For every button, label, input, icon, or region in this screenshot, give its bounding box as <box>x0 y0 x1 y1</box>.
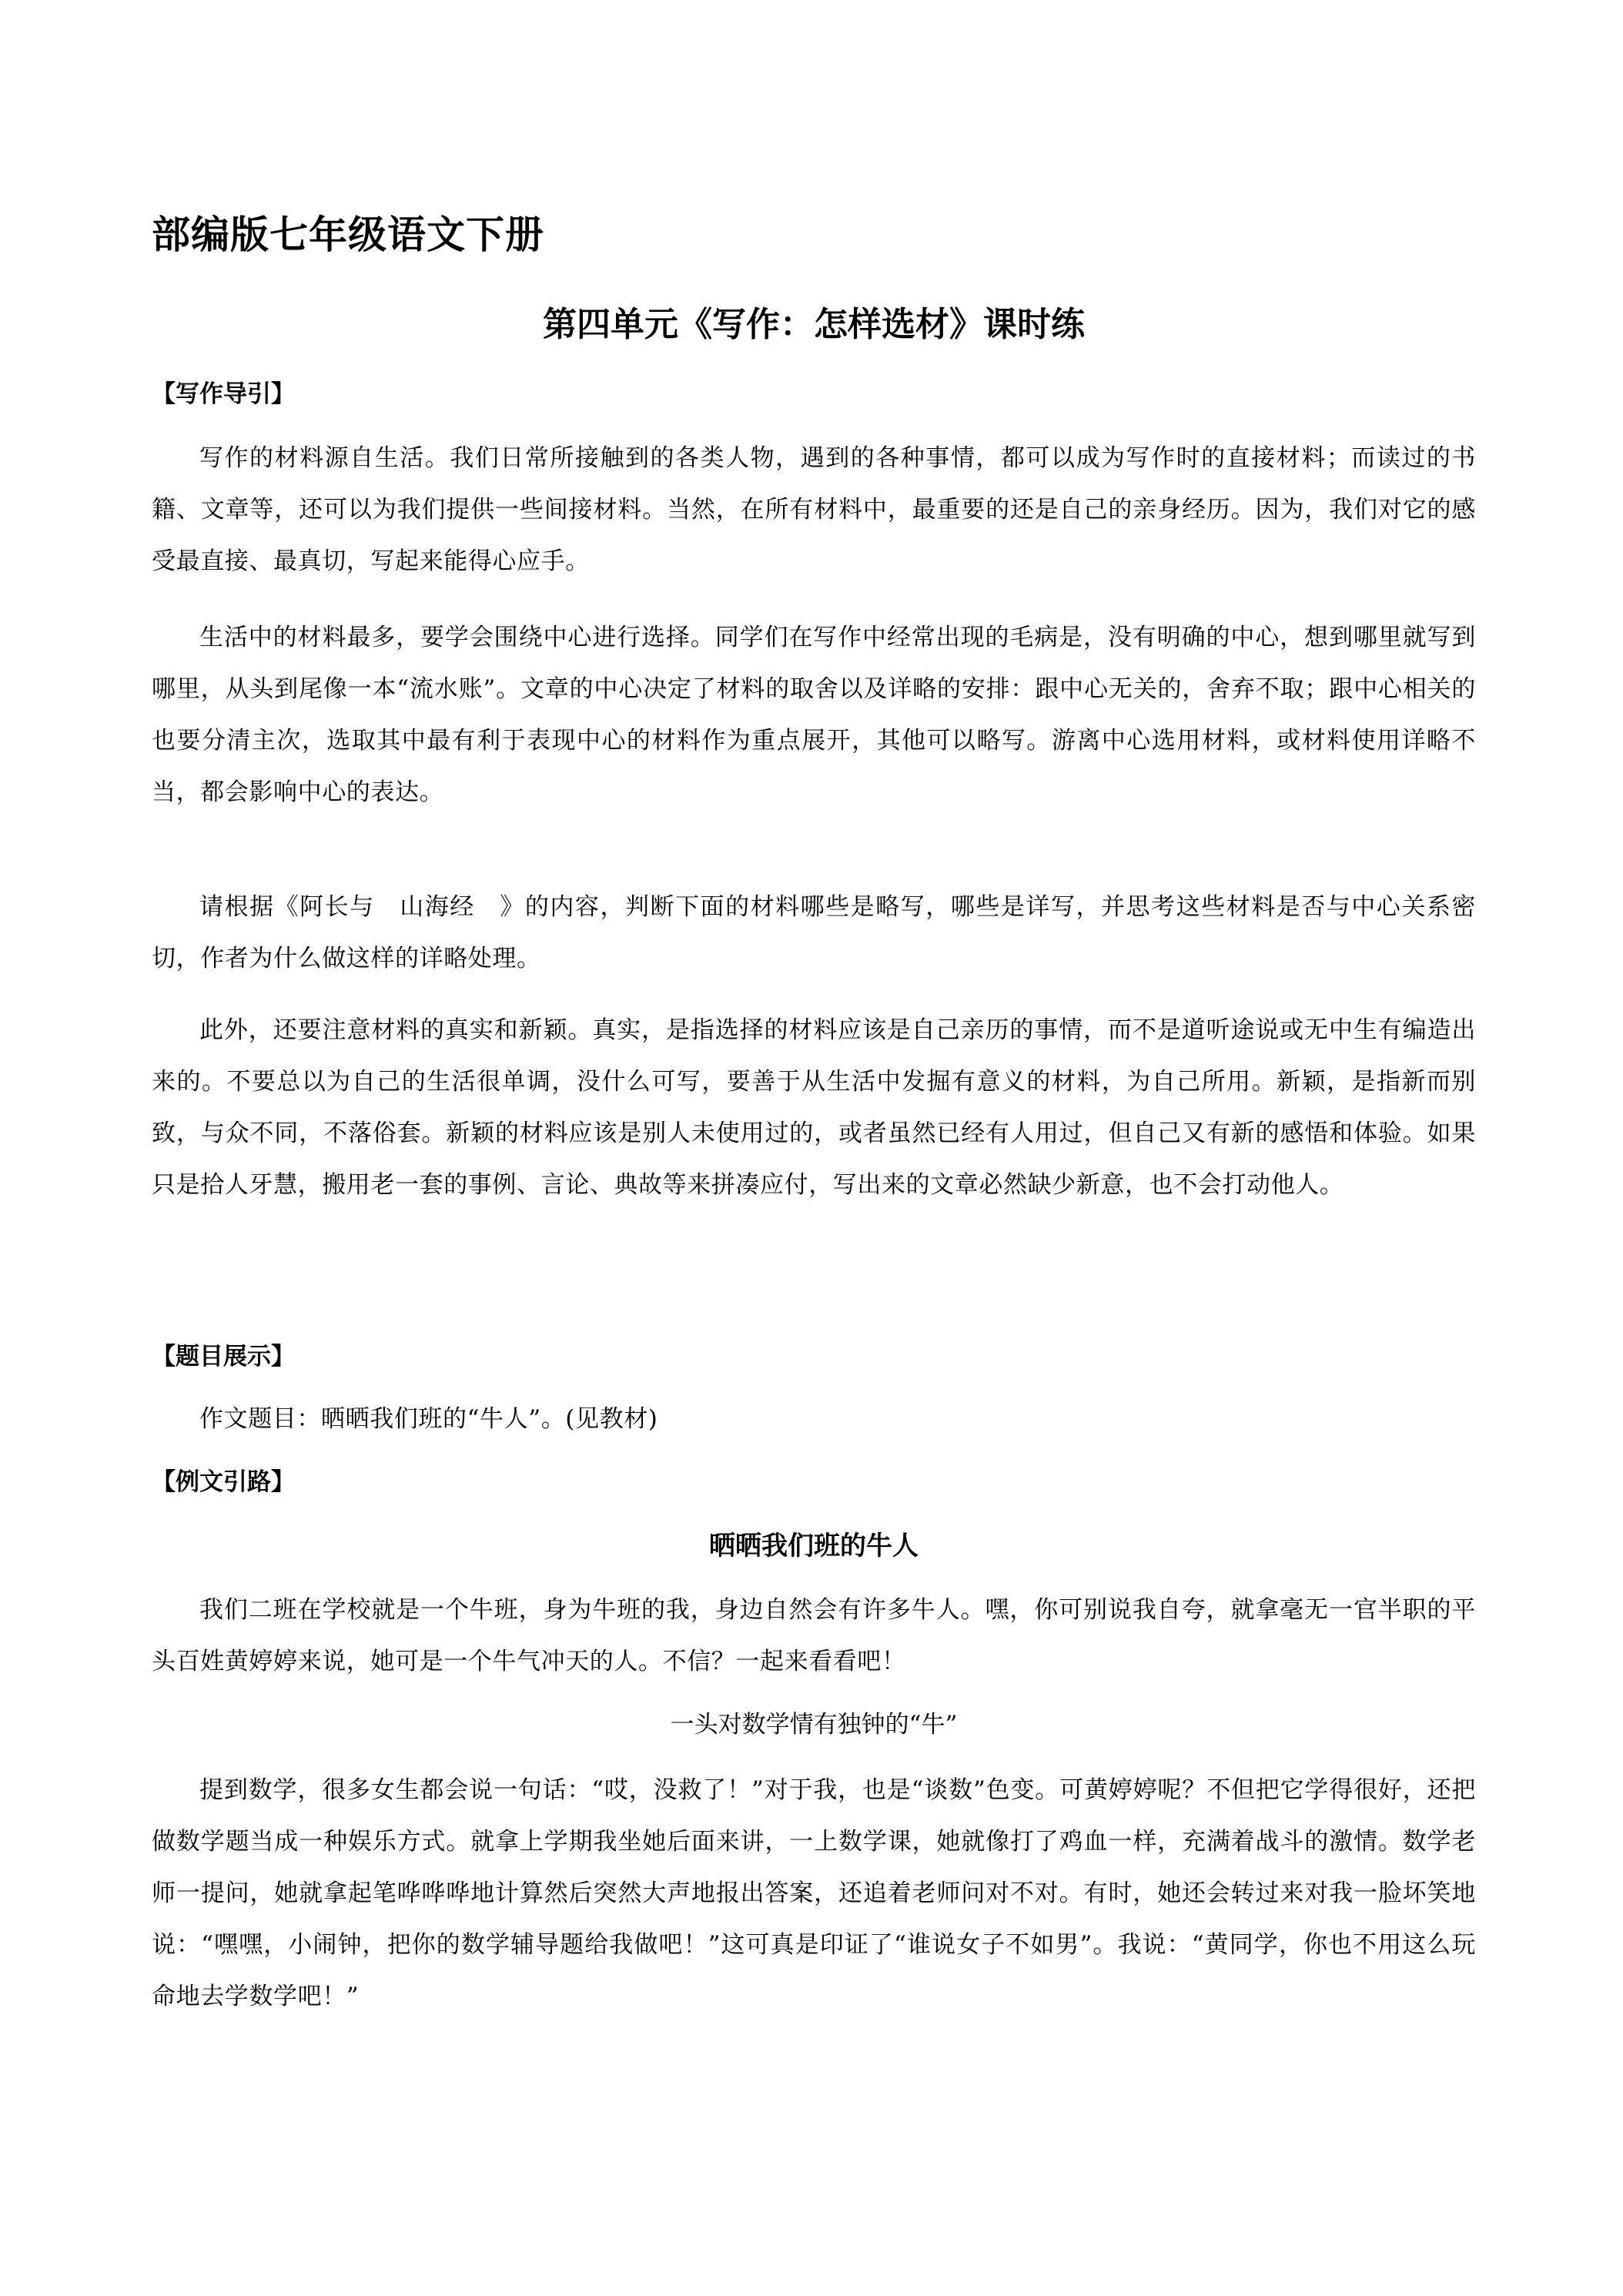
section-heading-topic: 【题目展示】 <box>152 1343 295 1371</box>
section-heading-writing-guide: 【写作导引】 <box>152 380 295 408</box>
essay-title: 晒晒我们班的牛人 <box>709 1531 919 1561</box>
essay-subheading: 一头对数学情有独钟的“牛” <box>670 1711 958 1739</box>
essay-body-paragraph: 提到数学，很多女生都会说一句话：“哎，没救了！”对于我，也是“谈数”色变。可黄婷婷呢？不但把它学得很好，还把做数学题当成一种娱乐方式。就拿上学期我坐她后面来讲，一上数学课，她就像打了鸡血一样，充满着战斗的激情。数学老师一提问，她就拿起笔哗哗哗地计算然后突然大声地报出答案，还追着老师问对不对。有时，她还会转过来对我一脸坏笑地说：“嘿嘿，小闹钟，把你的数学辅导题给我做吧！”这可真是印证了“谁说女子不如男”。我说：“黄同学，你也不用这么玩命地去学数学吧！” <box>152 1776 1476 2010</box>
unit-title: 第四单元《写作：怎样选材》课时练 <box>543 305 1085 344</box>
topic-text: 作文题目：晒晒我们班的“牛人”。(见教材) <box>199 1405 658 1433</box>
guide-paragraph-4: 此外，还要注意材料的真实和新颖。真实，是指选择的材料应该是自己亲历的事情，而不是道听途说或无中生有编造出来的。不要总以为自己的生活很单调，没什么可写，要善于从生活中发掘有意义的材料，为自己所用。新颖，是指新而别致，与众不同，不落俗套。新颖的材料应该是别人未使用过的，或者虽然已经有人用过，但自己又有新的感悟和体验。如果只是拾人牙慧，搬用老一套的事例、言论、典故等来拼凑应付，写出来的文章必然缺少新意，也不会打动他人。 <box>152 1016 1476 1199</box>
guide-paragraph-2: 生活中的材料最多，要学会围绕中心进行选择。同学们在写作中经常出现的毛病是，没有明确的中心，想到哪里就写到哪里，从头到尾像一本“流水账”。文章的中心决定了材料的取舍以及详略的安排：跟中心无关的，舍弃不取；跟中心相关的也要分清主次，选取其中最有利于表现中心的材料作为重点展开，其他可以略写。游离中心选用材料，或材料使用详略不当，都会影响中心的表达。 <box>152 624 1476 806</box>
essay-intro-paragraph: 我们二班在学校就是一个牛班，身为牛班的我，身边自然会有许多牛人。嘿，你可别说我自夸，就拿毫无一官半职的平头百姓黄婷婷来说，她可是一个牛气冲天的人。不信？一起来看看吧！ <box>152 1596 1476 1675</box>
document-page <box>152 0 1476 2296</box>
guide-paragraph-3: 请根据《阿长与 山海经 》的内容，判断下面的材料哪些是略写，哪些是详写，并思考这些材料是否与中心关系密切，作者为什么做这样的详略处理。 <box>152 893 1476 972</box>
guide-paragraph-1: 写作的材料源自生活。我们日常所接触到的各类人物，遇到的各种事情，都可以成为写作时的直接材料；而读过的书籍、文章等，还可以为我们提供一些间接材料。当然，在所有材料中，最重要的还是自己的亲身经历。因为，我们对它的感受最直接、最真切，写起来能得心应手。 <box>152 444 1476 575</box>
section-heading-example: 【例文引路】 <box>152 1468 295 1496</box>
document-title: 部编版七年级语文下册 <box>152 213 544 257</box>
